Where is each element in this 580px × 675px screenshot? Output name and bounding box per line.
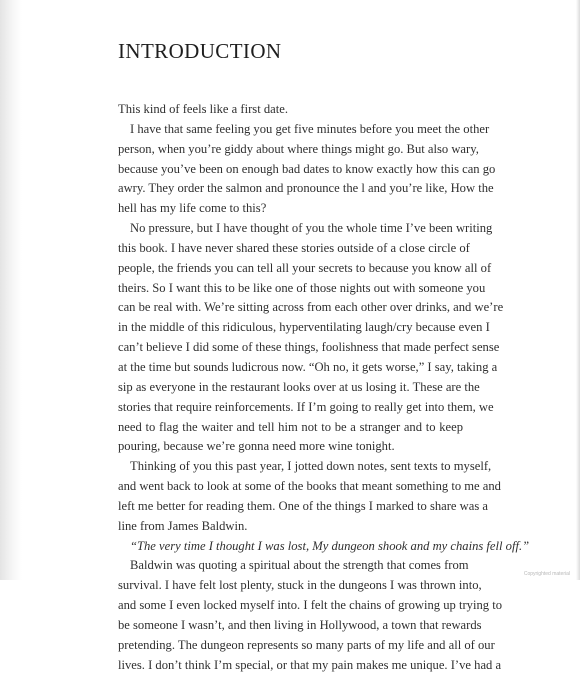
text-line: I have that same feeling you get five minutes before you meet the other xyxy=(130,121,490,136)
text-line: be someone I wasn’t, and then living in Hollywood, a town that rewards xyxy=(118,617,482,632)
text-line: and some I even locked myself into. I felt the chains of growing up trying to xyxy=(118,598,503,613)
text-line: can’t believe I did some of these things, foolishness that made perfect sense xyxy=(118,340,500,355)
text-line: hell has my life come to this? xyxy=(118,201,267,216)
text-line: in the middle of this ridiculous, hyperventilating laugh/cry because even I xyxy=(118,320,490,335)
text-line: pretending. The dungeon represents so many parts of my life and all of our xyxy=(118,637,495,652)
text-line: sip as everyone in the restaurant looks over at us losing it. These are the xyxy=(118,379,480,394)
text-line: at the time but sounds ludicrous now. “Oh no, it gets worse,” I say, taking a xyxy=(118,359,498,374)
text-line: survival. I have felt lost plenty, stuck in the dungeons I was thrown into, xyxy=(118,578,482,593)
text-line: This kind of feels like a first date. xyxy=(118,102,288,116)
text-line: left me better for reading them. One of the things I marked to share was a xyxy=(118,498,488,513)
text-line: Thinking of you this past year, I jotted down notes, sent texts to myself, xyxy=(130,459,492,474)
text-line: need to flag the waiter and tell him not to be a stranger and to keep xyxy=(118,419,463,434)
text-line: line from James Baldwin. xyxy=(118,518,248,533)
text-line: people, the friends you can tell all your secrets to because you know all of xyxy=(118,260,492,275)
text-line: this book. I have never shared these stories outside of a close circle of xyxy=(118,240,470,255)
text-line: theirs. So I want this to be like one of those nights out with someone you xyxy=(118,280,486,295)
text-line: lives. I don’t think I’m special, or that my pain makes me unique. I’ve had a xyxy=(118,657,502,672)
text-line: person, when you’re giddy about where things might go. But also wary, xyxy=(118,141,479,156)
text-line: can be real with. We’re sitting across from each other over drinks, and we’re xyxy=(118,300,504,315)
text-line: “The very time I thought I was lost, My dungeon shook and my chains fell off.” xyxy=(130,538,530,553)
chapter-title: INTRODUCTION xyxy=(118,39,282,63)
copyright-watermark: Copyrighted material xyxy=(523,571,570,577)
text-line: stories that require reinforcements. If I’m going to really get into them, we xyxy=(118,399,494,414)
text-line: and went back to look at some of the books that meant something to me and xyxy=(118,479,501,494)
body-text xyxy=(118,100,530,675)
page-gutter-shadow xyxy=(0,0,22,580)
page-edge-shadow xyxy=(576,0,580,580)
text-line: awry. They order the salmon and pronounce the l and you’re like, How the xyxy=(118,181,494,196)
text-line: No pressure, but I have thought of you the whole time I’ve been writing xyxy=(130,221,493,236)
text-line: Baldwin was quoting a spiritual about the strength that comes from xyxy=(130,558,469,573)
text-line: because you’ve been on enough bad dates to know exactly how this can go xyxy=(118,161,496,176)
text-line: pouring, because we’re gonna need more wine tonight. xyxy=(118,439,395,454)
